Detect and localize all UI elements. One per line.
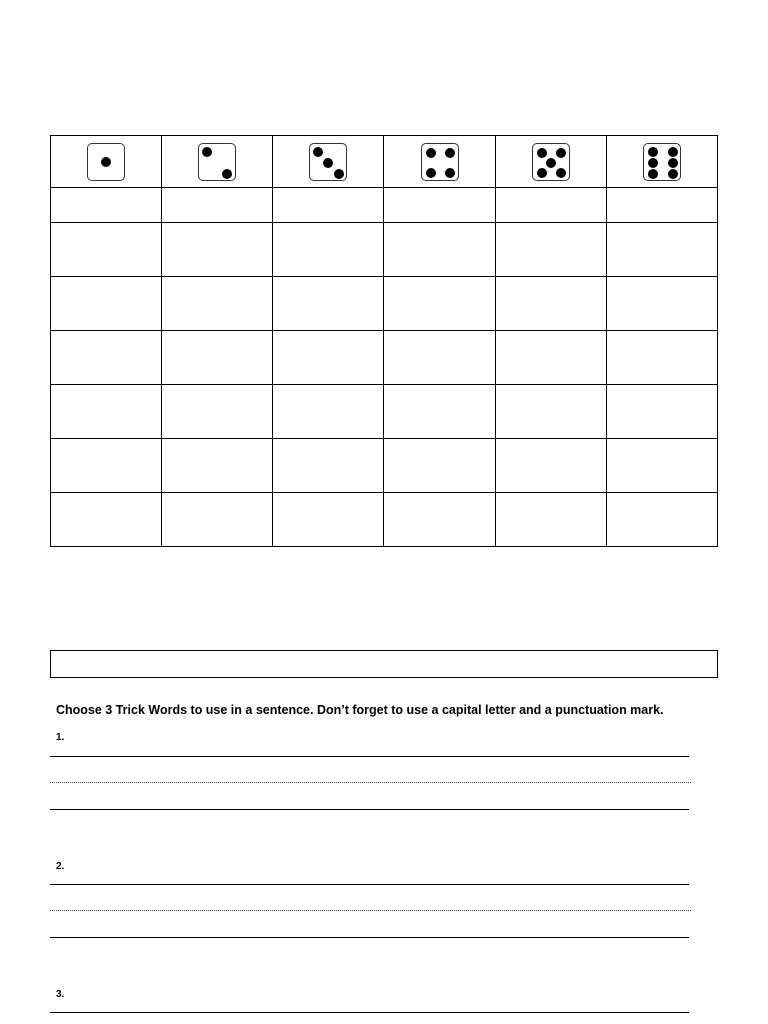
die-two-icon — [198, 143, 236, 181]
pip — [648, 147, 658, 157]
table-cell[interactable] — [51, 188, 162, 223]
die-cell-6 — [606, 136, 717, 188]
table-cell[interactable] — [273, 493, 384, 547]
table-cell[interactable] — [162, 439, 273, 493]
table-cell[interactable] — [384, 277, 495, 331]
table-cell[interactable] — [606, 385, 717, 439]
table-cell[interactable] — [495, 385, 606, 439]
pip — [648, 169, 658, 179]
table-cell[interactable] — [606, 277, 717, 331]
table-cell[interactable] — [495, 223, 606, 277]
table-cell[interactable] — [384, 188, 495, 223]
table-cell[interactable] — [51, 331, 162, 385]
table-cell[interactable] — [51, 277, 162, 331]
table-cell[interactable] — [495, 277, 606, 331]
table-cell[interactable] — [162, 331, 273, 385]
table-row — [51, 439, 718, 493]
die-cell-1 — [51, 136, 162, 188]
table-cell[interactable] — [384, 331, 495, 385]
table-cell[interactable] — [162, 493, 273, 547]
die-five-icon — [532, 143, 570, 181]
die-cell-3 — [273, 136, 384, 188]
table-cell[interactable] — [606, 223, 717, 277]
pip — [537, 148, 547, 158]
pip — [546, 158, 556, 168]
die-one-icon — [87, 143, 125, 181]
table-cell[interactable] — [384, 223, 495, 277]
writing-line-top[interactable] — [50, 756, 689, 757]
table-cell[interactable] — [162, 385, 273, 439]
die-cell-2 — [162, 136, 273, 188]
table-cell[interactable] — [273, 385, 384, 439]
writing-line-middle[interactable] — [50, 910, 691, 911]
pip — [426, 168, 436, 178]
pip — [222, 169, 232, 179]
pip — [445, 148, 455, 158]
pip — [556, 168, 566, 178]
die-cell-5 — [495, 136, 606, 188]
pip — [313, 147, 323, 157]
table-cell[interactable] — [495, 331, 606, 385]
table-cell[interactable] — [384, 385, 495, 439]
table-cell[interactable] — [273, 439, 384, 493]
pip — [445, 168, 455, 178]
table-row — [51, 385, 718, 439]
die-six-icon — [643, 143, 681, 181]
table-row — [51, 277, 718, 331]
table-row — [51, 331, 718, 385]
sentence-number-2: 2. — [56, 861, 65, 872]
table-cell[interactable] — [51, 439, 162, 493]
pip — [323, 158, 333, 168]
pip — [202, 147, 212, 157]
writing-box[interactable] — [50, 650, 718, 678]
writing-line-base[interactable] — [50, 937, 689, 938]
writing-line-top[interactable] — [50, 1012, 689, 1013]
table-cell[interactable] — [606, 493, 717, 547]
writing-line-middle[interactable] — [50, 782, 691, 783]
pip — [334, 169, 344, 179]
die-three-icon — [309, 143, 347, 181]
table-cell[interactable] — [273, 188, 384, 223]
dice-header-row — [51, 136, 718, 188]
table-cell[interactable] — [273, 223, 384, 277]
table-row — [51, 223, 718, 277]
table-cell[interactable] — [495, 493, 606, 547]
die-cell-4 — [384, 136, 495, 188]
table-cell[interactable] — [495, 188, 606, 223]
table-cell[interactable] — [162, 223, 273, 277]
table-row — [51, 493, 718, 547]
table-cell[interactable] — [606, 188, 717, 223]
pip — [668, 169, 678, 179]
table-cell[interactable] — [384, 439, 495, 493]
writing-line-base[interactable] — [50, 809, 689, 810]
table-cell[interactable] — [162, 277, 273, 331]
table-row — [51, 188, 718, 223]
writing-line-top[interactable] — [50, 884, 689, 885]
sentence-number-1: 1. — [56, 732, 65, 743]
die-four-icon — [421, 143, 459, 181]
pip — [556, 148, 566, 158]
pip — [426, 148, 436, 158]
table-cell[interactable] — [384, 493, 495, 547]
table-cell[interactable] — [606, 331, 717, 385]
table-cell[interactable] — [606, 439, 717, 493]
pip — [668, 158, 678, 168]
table-cell[interactable] — [273, 331, 384, 385]
table-cell[interactable] — [273, 277, 384, 331]
pip — [668, 147, 678, 157]
table-cell[interactable] — [51, 385, 162, 439]
instruction-text: Choose 3 Trick Words to use in a sentence. Don’t forget to use a capital letter and a punctuation mark. — [56, 703, 664, 717]
table-cell[interactable] — [51, 223, 162, 277]
sentence-number-3: 3. — [56, 989, 65, 1000]
table-cell[interactable] — [162, 188, 273, 223]
pip — [537, 168, 547, 178]
dice-table — [50, 135, 718, 547]
pip — [101, 157, 111, 167]
pip — [648, 158, 658, 168]
table-cell[interactable] — [495, 439, 606, 493]
table-cell[interactable] — [51, 493, 162, 547]
